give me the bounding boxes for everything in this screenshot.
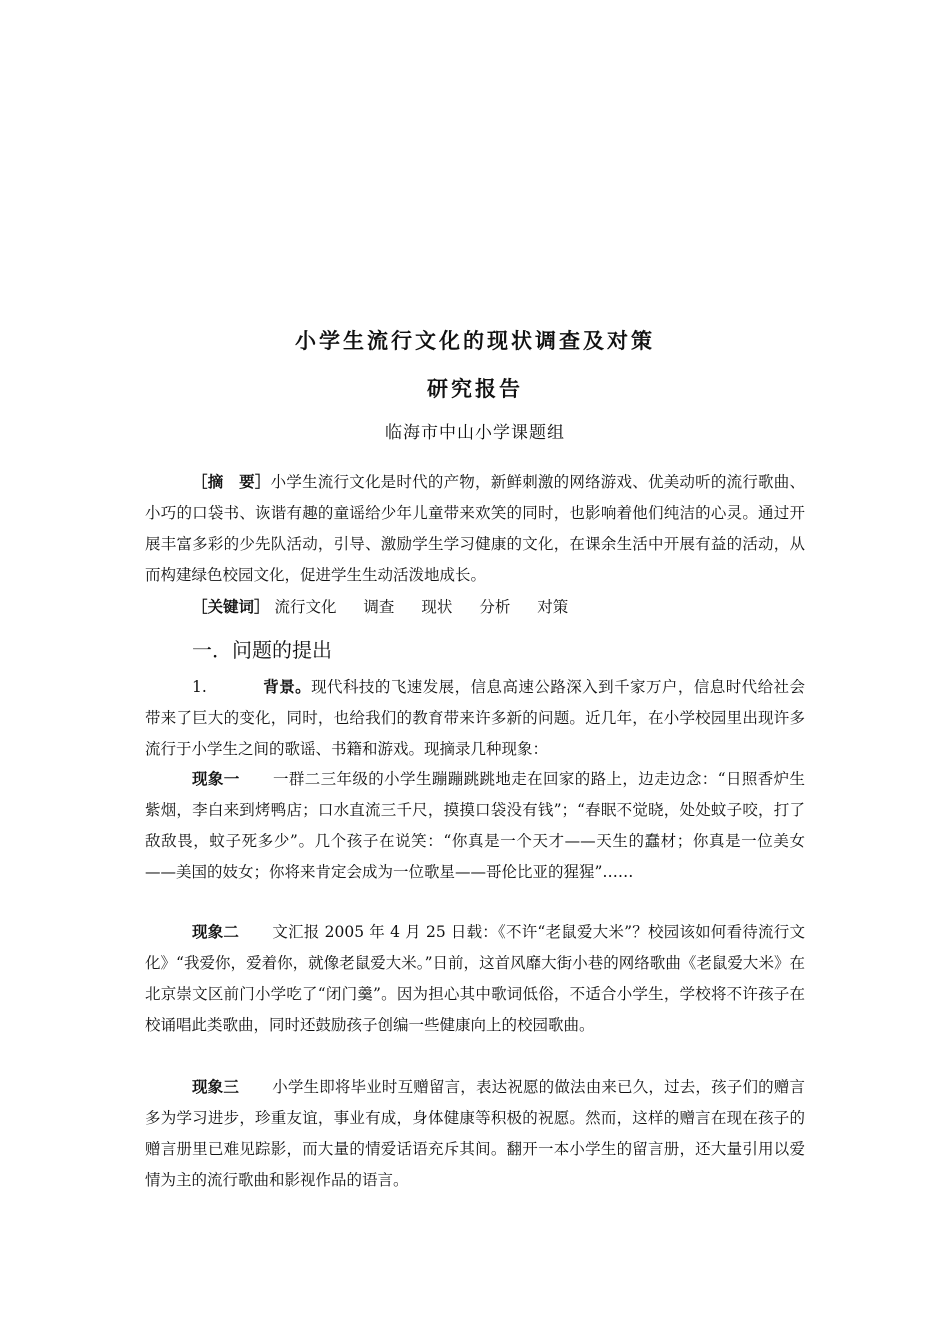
- document-title-line2: 研究报告: [427, 377, 523, 401]
- phenomenon-1-paragraph: [145, 764, 805, 888]
- phenomenon-2-paragraph: [145, 917, 805, 1041]
- document-title-line1: 小学生流行文化的现状调查及对策: [295, 329, 655, 353]
- keyword-item: 流行文化: [274, 598, 337, 616]
- phenomenon-1-text: 一群二三年级的小学生蹦蹦跳跳地走在回家的路上，边走边念：“日照香炉生紫烟，李白来到烤鸭店；口水直流三千尺，摸摸口袋没有钱”；“春眠不觉晓，处处蚊子咬，打了敌敌畏，蚊子死多少”。几个孩子在说笑：“你真是一个天才——天生的蠢材；你真是一位美女——美国的妓女；你将来肯定会成为一位歌星——哥伦比亚的猩猩”……: [145, 770, 805, 881]
- background-paragraph: [145, 672, 805, 765]
- abstract-text: 小学生流行文化是时代的产物，新鲜刺激的网络游戏、优美动听的流行歌曲、小巧的口袋书、诙谐有趣的童谣给少年儿童带来欢笑的同时，也影响着他们纯洁的心灵。通过开展丰富多彩的少先队活动，引导、激励学生学习健康的文化，在课余生活中开展有益的活动，从而构建绿色校园文化，促进学生生动活泼地成长。: [145, 473, 805, 584]
- abstract-paragraph: [145, 467, 805, 591]
- background-text: 现代科技的飞速发展，信息高速公路深入到千家万户，信息时代给社会带来了巨大的变化，同时，也给我们的教育带来许多新的问题。近几年，在小学校园里出现许多流行于小学生之间的歌谣、书籍和游戏。现摘录几种现象：: [145, 678, 805, 758]
- background-label: 背景。: [262, 678, 312, 696]
- phenomenon-3-label: 现象三: [192, 1078, 240, 1096]
- section-heading: 一．问题的提出: [192, 638, 332, 662]
- background-number: 1.: [192, 678, 207, 696]
- document-author: 临海市中山小学课题组: [385, 423, 565, 443]
- keywords-line: [192, 592, 792, 622]
- keyword-item: 分析: [479, 598, 511, 616]
- keyword-item: 现状: [421, 598, 453, 616]
- keywords-label: ［关键词］: [192, 598, 270, 616]
- abstract-label: ［摘 要］: [192, 473, 271, 491]
- phenomenon-3-text: 小学生即将毕业时互赠留言，表达祝愿的做法由来已久，过去，孩子们的赠言多为学习进步，珍重友谊，事业有成，身体健康等积极的祝愿。然而，这样的赠言在现在孩子的赠言册里已难见踪影，而大量的情爱话语充斥其间。翻开一本小学生的留言册，还大量引用以爱情为主的流行歌曲和影视作品的语言。: [145, 1078, 805, 1189]
- phenomenon-3-paragraph: [145, 1072, 805, 1196]
- keyword-item: 对策: [537, 598, 569, 616]
- phenomenon-2-text: 文汇报 2005 年 4 月 25 日载：《不许“老鼠爱大米”？校园该如何看待流行文化》“我爱你，爱着你，就像老鼠爱大米。”日前，这首风靡大街小巷的网络歌曲《老鼠爱大米》在北京崇文区前门小学吃了“闭门羹”。因为担心其中歌词低俗，不适合小学生，学校将不许孩子在校诵唱此类歌曲，同时还鼓励孩子创编一些健康向上的校园歌曲。: [145, 923, 805, 1034]
- phenomenon-2-label: 现象二: [192, 923, 240, 941]
- keyword-item: 调查: [363, 598, 395, 616]
- phenomenon-1-label: 现象一: [192, 770, 240, 788]
